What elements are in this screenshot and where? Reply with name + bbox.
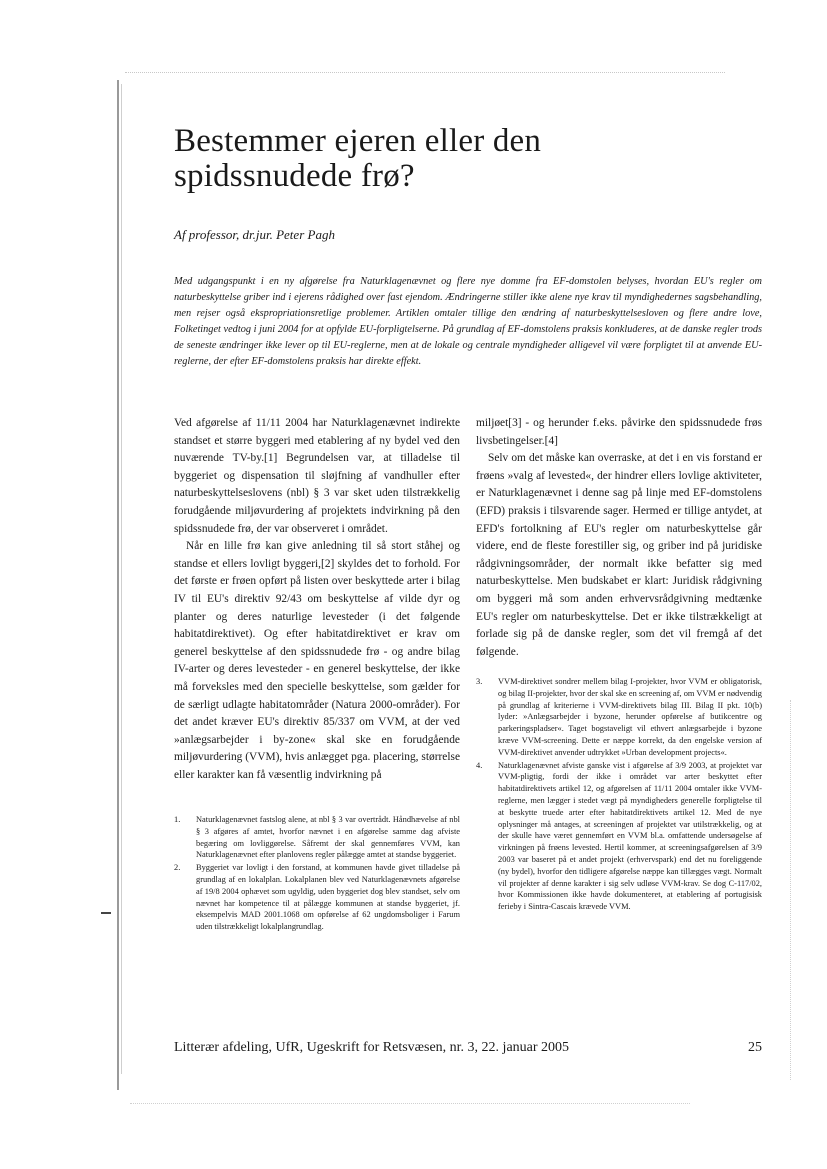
footnote	[476, 676, 762, 759]
footnote-number: 2.	[174, 863, 181, 873]
body-column-right	[476, 415, 762, 661]
title-line-1: Bestemmer ejeren eller den	[174, 123, 542, 159]
article-title	[174, 124, 694, 194]
footnote	[476, 760, 762, 913]
article-abstract: Med udgangspunkt i en ny afgørelse fra Naturklagenævnet og flere nye domme fra EF-domstolen belyses, hvordan EU's regler om naturbeskyttelse griber ind i ejerens rådighed over fast ejendom. Ændringerne stiller ikke alene nye krav til myndighedernes sagsbehandling, men rejser også ekspropriationsretlige problemer. Artiklen omtaler tillige den ændring af naturbeskyttelsesloven og flere andre love, Folketinget vedtog i juni 2004 for at opfylde EU-forpligtelserne. På grundlag af EF-domstolens praksis konkluderes, at de danske regler trods de seneste ændringer ikke lever op til EU-reglerne, men at de lokale og centrale myndigheder alligevel vil være forpligtet til at anvende EU-reglerne, der efter EF-domstolens praksis har direkte effekt.	[174, 276, 762, 367]
title-line-2: spidssnudede frø?	[174, 158, 415, 194]
footnote-text: Byggeriet var lovligt i den forstand, at kommunen havde givet tilladelse på grundlag af en lokalplan. Lokalplanen blev ved Naturklagenævnets afgørelse af 19/8 2004 ophævet som ugyldig, uden byggeriet dog blev standset, selv om nævnet har kompetence til at pålægge kommunen at standse byggeriet, jf. eksempelvis MAD 2001.1068 om opførelse af 62 ungdomsboliger i Farum uden tilstrækkeligt lokalplangrundlag.	[196, 863, 460, 932]
body-paragraph-3: miljøet[3] - og herunder f.eks. påvirke den spidssnudede frøs livsbetingelser.[4]	[476, 417, 762, 447]
scan-bottom-edge	[130, 1103, 690, 1105]
footnotes-left	[174, 814, 460, 934]
scan-binding-edge	[117, 80, 119, 1090]
scan-top-edge	[125, 72, 725, 74]
scan-margin-mark	[101, 912, 111, 914]
footnote-number: 1.	[174, 815, 181, 824]
scan-right-edge	[790, 700, 792, 1080]
body-column-left	[174, 415, 460, 784]
page-footer	[174, 1040, 762, 1056]
body-paragraph-2: Når en lille frø kan give anledning til så stort ståhej og standse et ellers lovligt byggeri,[2] skyldes det to forhold. For det første er frøen opført på listen over beskyttede arter i bilag IV til EU's direktiv 92/43 om beskyttelse af vilde dyr og planter og deres naturlige levesteder (i det følgende habitatdirektivet). Og efter habitatdirektivet er krav om generel beskyttelse af den spidssnudede frø - og andre bilag IV-arter og deres levesteder - en generel beskyttelse, der ikke må forveksles med den specielle beskyttelse, som gælder for de særligt udlagte habitatområder (Natura 2000-områder). For det andet kræver EU's direktiv 85/337 om VVM, at der ved »anlægsarbejder i by-zone« skal ske en forudgående miljøvurdering (VVM), hvis anlægget pga. placering, størrelse eller karakter kan få væsentlig indvirkning på	[174, 540, 460, 781]
body-paragraph-4: Selv om det måske kan overraske, at det i en vis forstand er frøens »valg af levested«, der hindrer ellers lovlige aktiviteter, er Naturklagenævnet i denne sag på linje med EF-domstolens (EFD) praksis i tilsvarende sager. Hermed er tillige antydet, at EFD's fortolkning af EU's regler om naturbeskyttelse går videre, end de fleste forestiller sig, og griber ind på juridiske rådgivningsområder, der normalt ikke befatter sig med naturbeskyttelse. Men budskabet er klart: Juridisk rådgivning om byggeri må som anden erhvervsrådgivning medtænke EU's regler om naturbeskyttelse. Det er ikke tilstrækkeligt at forlade sig på de danske regler, som det vil fremgå af det følgende.	[476, 452, 762, 658]
footnote-text: Naturklagenævnet afviste ganske vist i afgørelse af 3/9 2003, at projektet var VVM-pligtig, fordi der ikke i området var arter beskyttet efter habitatdirektivets artikel 12, og afgørelsen af 11/11 2004 omtaler ikke VVM-reglerne, men lægger i stedet vægt på myndigheders generelle forpligtelse til at beskytte truede arter efter habitatdirektivets artikel 12. Med de nye oplysninger må antages, at screeningen af projektet var utilstrækkelig, og at der skulle have været gennemført en VVM bl.a. omfattende undersøgelse af virkningen på frøens levested. Hertil kommer, at screeningsafgørelsen af 3/9 2003 var baseret på et andet projekt (erhvervspark) end det nu foreliggende (ny bydel), hvorfor den tidligere afgørelse næppe kan tillægges vægt. Normalt vil projekter af denne karakter i sig selv udløse VVM-krav. Se dog C-117/02, hvor Kommissionen ikke havde dokumenteret, at etablering af portugisisk ferieby i Sintra-Cascais krævede VVM.	[498, 760, 762, 912]
footnote-text: VVM-direktivet sondrer mellem bilag I-projekter, hvor VVM er obligatorisk, og bilag II-projekter, hvor der skal ske en screening af, om VVM er nødvendig på grundlag af kriterierne i VVM-direktivets bilag III. Bilag II pkt. 10(b) lyder: »Anlægsarbejder i byzone, herunder opførelse af butikcentre og parkeringspladser«. Taget bogstaveligt vil ethvert anlægsarbejde i byzone kræve VVM-screening. Dette er næppe korrekt, da den engelske version af VVM-direktivet anvender udtrykket »Urban development projects«.	[498, 677, 762, 757]
body-paragraph-1: Ved afgørelse af 11/11 2004 har Naturklagenævnet indirekte standset et større byggeri med etablering af ny bydel ved den nuværende TV-by.[1] Begrundelsen var, at tilladelse til byggeriet og dispensation til sløjfning af vandhuller efter naturbeskyttelseslovens (nbl) § 3 var sket uden tilstrækkelig forudgående miljøvurdering af projektets indvirkning på den spidssnudede frø, der var observeret i området.	[174, 417, 460, 535]
footnotes-right	[476, 676, 762, 914]
author-byline: Af professor, dr.jur. Peter Pagh	[174, 227, 335, 242]
footnote	[174, 814, 460, 861]
footnote-text: Naturklagenævnet fastslog alene, at nbl § 3 var overtrådt. Håndhævelse af nbl § 3 afgøres af amtet, hvorfor nævnet i en afgørelse samme dag afviste begæring om lovliggørelse. Såfremt der skal gennemføres VVM, kan Naturklagenævnet efter planlovens regler pålægge amtet at standse byggeriet.	[196, 815, 460, 860]
footnote-number: 3.	[476, 677, 483, 686]
journal-source: Litterær afdeling, UfR, Ugeskrift for Retsvæsen, nr. 3, 22. januar 2005	[174, 1040, 570, 1055]
scan-binding-shadow	[121, 84, 122, 1074]
footnote	[174, 862, 460, 933]
page-number: 25	[748, 1040, 762, 1055]
footnote-number: 4.	[476, 760, 483, 770]
